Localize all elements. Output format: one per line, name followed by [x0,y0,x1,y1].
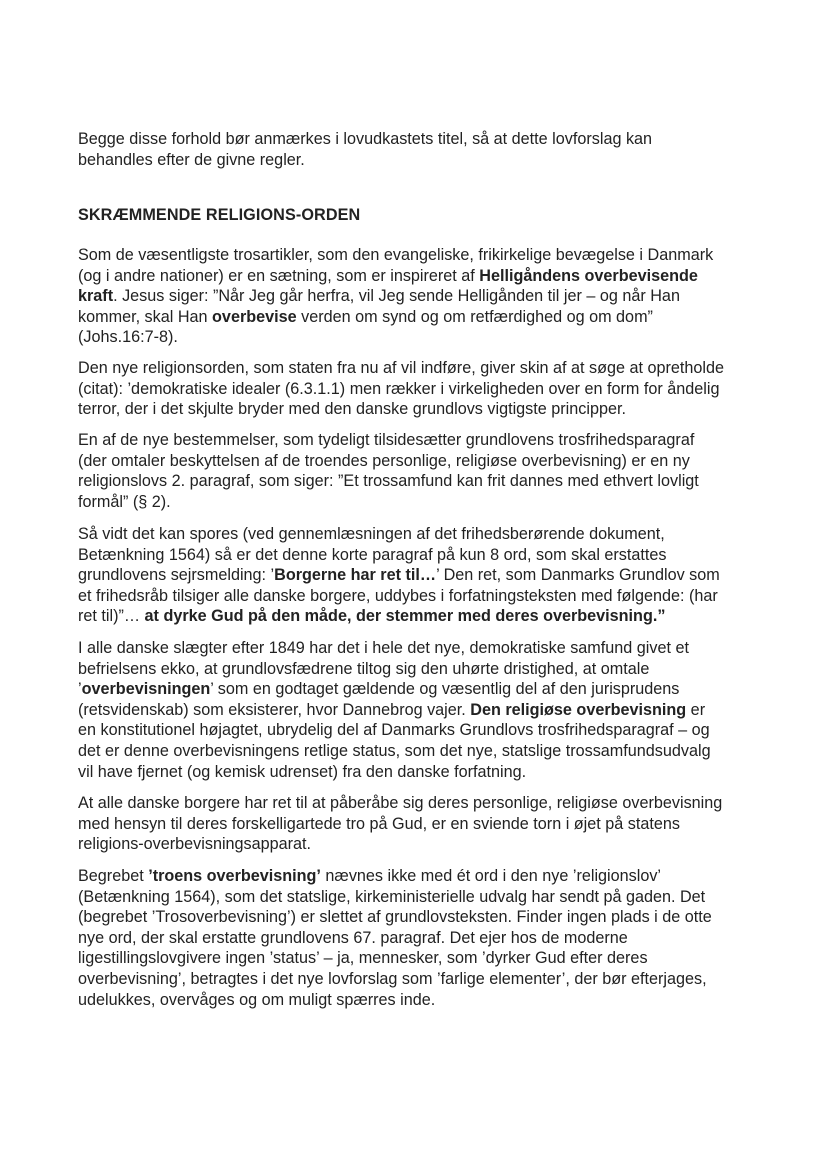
text-line [78,379,758,400]
body-paragraph [78,793,758,855]
text-run: kommer, skal Han [78,307,213,326]
text-run: nye ord, der skal erstatte grundlovens 67. paragraf. Det ejer hos de moderne [78,928,628,947]
text-line [78,471,758,492]
text-line [78,492,758,513]
text-line [78,990,758,1011]
text-line [78,741,758,762]
text-line [78,969,758,990]
body-paragraph [78,358,758,420]
bold-emphasis: ’troens overbevisning’ [148,867,321,885]
text-run: Den nye religionsorden, som staten fra nu af vil indføre, giver skin af at søge at opretholde [78,359,725,377]
text-line [78,245,758,266]
text-run: formål” (§ 2). [78,492,171,511]
bold-emphasis: Helligåndens overbevisende [479,266,698,285]
text-run: overbevisning’, betragtes i det nye lovforslag som ’farlige elementer’, der bør efterjages, [78,969,707,988]
text-line [78,524,758,545]
text-line [78,307,758,328]
text-run: (der omtaler beskyttelsen af de troendes personlige, religiøse overbevisning) er en ny [78,451,690,470]
bold-emphasis: at dyrke Gud på den måde, der stemmer med deres overbevisning.” [144,607,666,626]
body-paragraph [78,638,758,782]
text-run: Betænkning 1564) så er det denne korte paragraf på kun 8 ord, som skal erstattes [78,545,667,564]
section-heading: SKRÆMMENDE RELIGIONS-ORDEN [78,206,361,224]
text-line [78,948,758,969]
text-run: med hensyn til deres forskelligartede tro på Gud, er en sviende torn i øjet på statens [78,814,680,833]
text-run: verden om synd og om retfærdighed og om dom” [296,307,653,326]
text-run: (Betænkning 1564), som det statslige, kirkeministerielle udvalg har sendt på gaden. Det [78,887,706,906]
text-line [78,866,758,887]
text-run: befrielsens ekko, at grundlovsfædrene tiltog sig den uhørte dristighed, at omtale [78,659,650,678]
text-line [78,638,758,659]
text-line [78,928,758,949]
bold-emphasis: overbevisningen [81,680,211,699]
bold-emphasis: Borgerne har ret til… [274,566,437,585]
text-line [78,679,758,700]
text-line [78,606,758,627]
text-run: ret til)”… [78,607,145,626]
text-run: (begrebet ’Trosoverbevisning’) er slettet af grundlovsteksten. Finder ingen plads i de otte [78,908,712,927]
text-line [78,887,758,908]
text-line [78,399,758,420]
text-run: nævnes ikke med ét ord i den nye ’religionslov’ [320,867,662,885]
text-line [78,565,758,586]
text-line [78,327,758,348]
text-run: er [686,700,706,719]
text-run: det er denne overbevisningens retlige status, som det nye, statslige trossamfundsudvalg [78,741,711,760]
text-run: (og i andre nationer) er en sætning, som er inspireret af [78,266,480,285]
text-run: vil have fjernet (og kemisk udrenset) fra den danske forfatning. [78,762,527,781]
text-run: I alle danske slægter efter 1849 har det i hele det nye, demokratiske samfund givet et [78,639,689,657]
body-paragraph [78,866,758,1010]
text-line [78,545,758,566]
text-run: terror, der i det skjulte bryder med den danske grundlovs vigtigste principper. [78,400,626,419]
text-line [78,814,758,835]
text-line [78,451,758,472]
body-paragraph [78,524,758,627]
body-paragraph [78,245,758,348]
text-line [78,129,758,150]
text-line [78,762,758,783]
text-line [78,286,758,307]
text-line [78,266,758,287]
text-run: Begge disse forhold bør anmærkes i lovudkastets titel, så at dette lovforslag kan [78,130,653,148]
text-run: ’ [78,680,82,699]
text-line [78,720,758,741]
text-line [78,793,758,814]
text-run: (citat): ’demokratiske idealer (6.3.1.1) men rækker i virkeligheden over en form for åndelig [78,379,720,398]
text-run: (Johs.16:7-8). [78,328,178,347]
text-line [78,430,758,451]
text-run: en konstitutionel højagtet, ubrydelig del af Danmarks Grundlovs trosfrihedsparagraf – og [78,721,710,740]
text-run: udelukkes, overvåges og om muligt spærres inde. [78,990,436,1009]
text-line [78,586,758,607]
text-line [78,659,758,680]
bold-emphasis: overbevise [212,307,297,326]
text-run: religionslovs 2. paragraf, som siger: ”Et trossamfund kan frit dannes med ethvert lovligt [78,472,699,491]
text-run: At alle danske borgere har ret til at påberåbe sig deres personlige, religiøse overbevisning [78,794,723,812]
text-run: En af de nye bestemmelser, som tydeligt tilsidesætter grundlovens trosfrihedsparagraf [78,431,695,449]
text-run: grundlovens sejrsmelding: ’ [78,566,275,585]
bold-emphasis: kraft [78,287,114,306]
text-run: ’ Den ret, som Danmarks Grundlov som [436,566,720,585]
text-run: behandles efter de givne regler. [78,150,305,169]
text-run: (retsvidenskab) som eksisterer, hvor Dannebrog vajer. [78,700,471,719]
body-paragraph [78,430,758,512]
intro-paragraph [78,129,758,170]
bold-emphasis: Den religiøse overbevisning [470,700,687,719]
text-run: Som de væsentligste trosartikler, som den evangeliske, frikirkelige bevægelse i Danmark [78,246,714,264]
text-line [78,150,758,171]
text-line [78,358,758,379]
text-line [78,834,758,855]
text-run: Begrebet [78,867,149,885]
text-line [78,700,758,721]
text-run: religions-overbevisningsapparat. [78,835,312,854]
text-run: . Jesus siger: ”Når Jeg går herfra, vil Jeg sende Helligånden til jer – og når Han [113,287,680,306]
text-run: ligestillingslovgivere ingen ’status’ – ja, mennesker, som ’dyrker Gud efter deres [78,949,648,968]
text-run: et frihedsråb tilsiger alle danske borgere, uddybes i forfatningsteksten med følgende: (har [78,586,718,605]
text-run: Så vidt det kan spores (ved gennemlæsningen af det frihedsberørende dokument, [78,525,665,543]
text-line [78,907,758,928]
text-run: ’ som en godtaget gældende og væsentlig del af den jurisprudens [210,680,680,699]
